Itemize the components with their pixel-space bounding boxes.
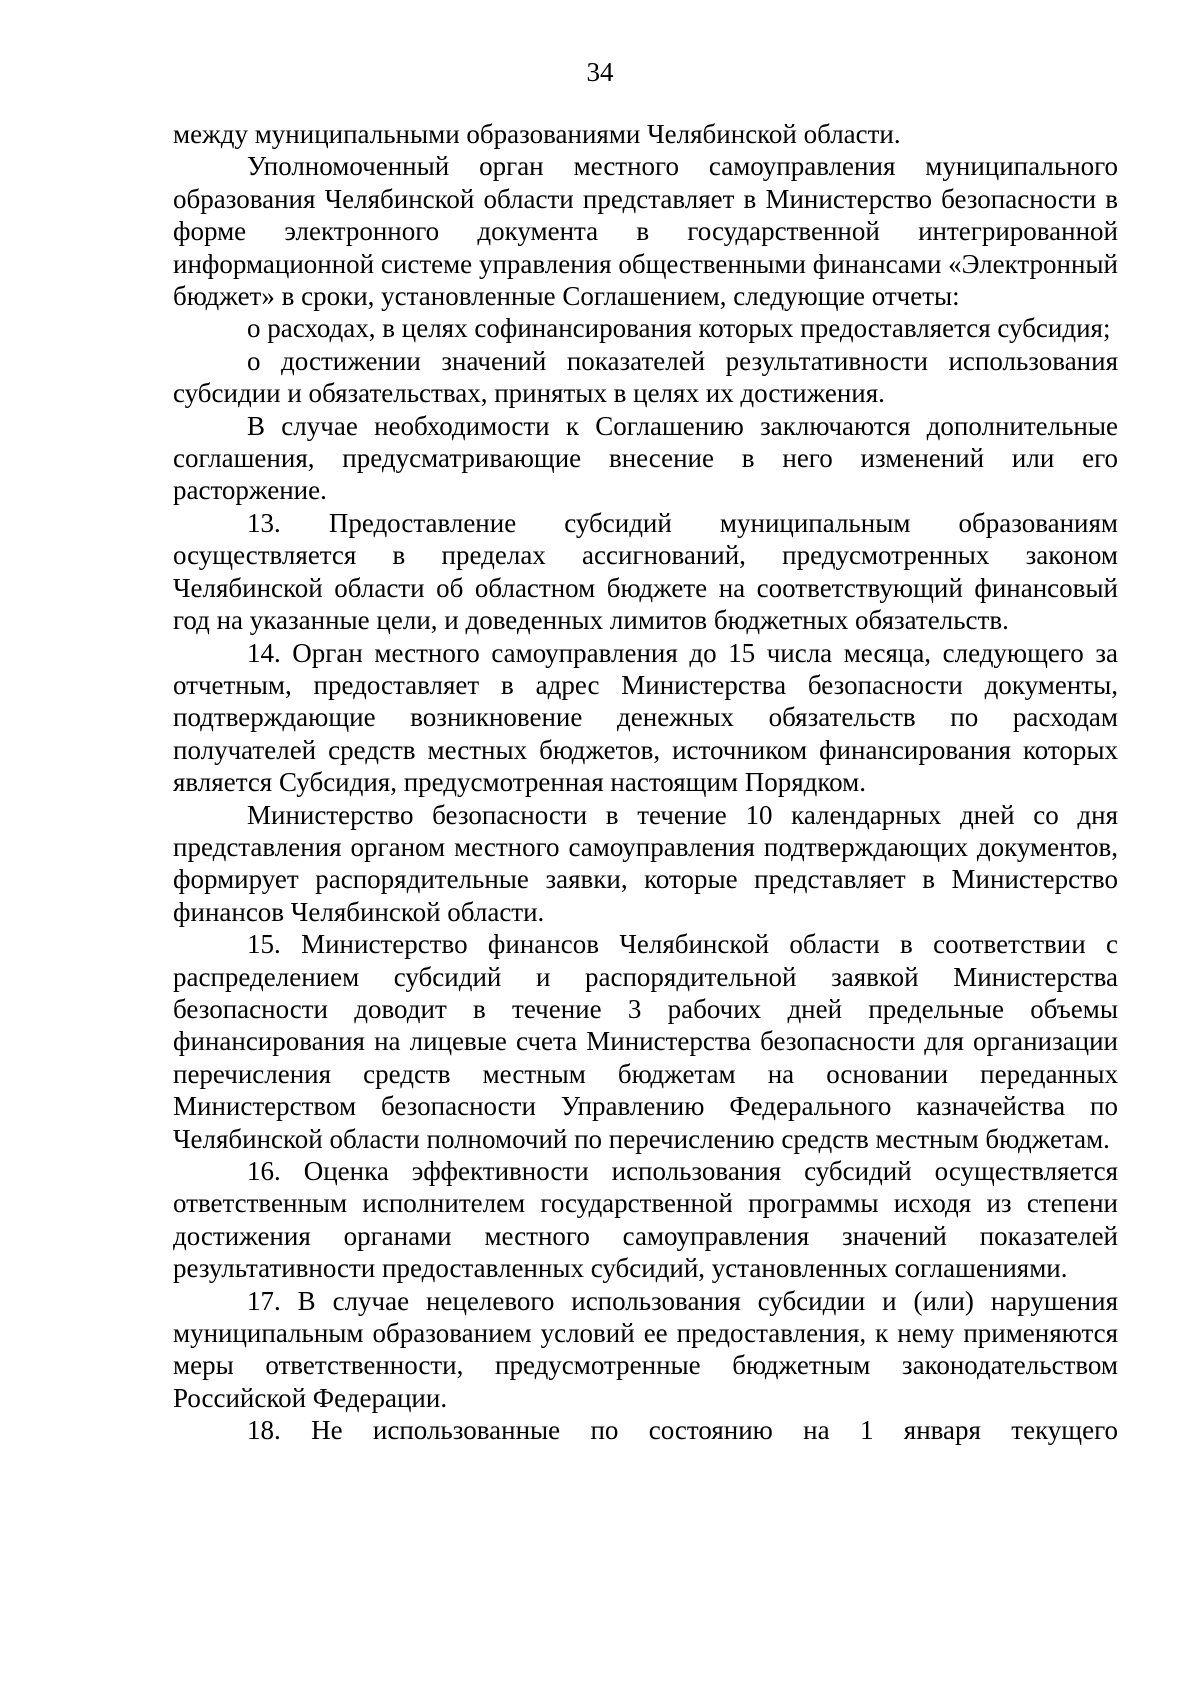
paragraph-item-16: 16. Оценка эффективности использования субсидий осуществляется ответственным исполнителем государственной программы исходя из степени достижения органами местного самоуправления значений показателей результативности предоставленных субсидий, установленных соглашениями. xyxy=(173,1156,1118,1284)
paragraph-item-13: 13. Предоставление субсидий муниципальным образованиям осуществляется в пределах ассигнований, предусмотренных законом Челябинской области об областном бюджете на соответствующий финансовый год на указанные цели, и доведенных лимитов бюджетных обязательств. xyxy=(173,507,1118,636)
paragraph-7: Министерство безопасности в течение 10 календарных дней со дня представления органом местного самоуправления подтверждающих документов, формирует распорядительные заявки, которые представляет в Министерство финансов Челябинской области. xyxy=(173,799,1118,927)
paragraph-1: между муниципальными образованиями Челябинской области. xyxy=(173,119,901,149)
paragraph-3: о расходах, в целях софинансирования которых предоставляется субсидия; xyxy=(247,313,1111,344)
document-body xyxy=(173,118,1118,1447)
page-number: 34 xyxy=(586,57,614,87)
paragraph-5: В случае необходимости к Соглашению заключаются дополнительные соглашения, предусматривающие внесение в него изменений или его расторжение. xyxy=(173,410,1118,506)
paragraph-item-14: 14. Орган местного самоуправления до 15 числа месяца, следующего за отчетным, предоставляет в адрес Министерства безопасности документы, подтверждающие возникновение денежных обязательств по расходам получателей средств местных бюджетов, источником финансирования которых является Субсидия, предусмотренная настоящим Порядком. xyxy=(173,637,1118,798)
paragraph-item-15: 15. Министерство финансов Челябинской области в соответствии с распределением субсидий и распорядительной заявкой Министерства безопасности доводит в течение 3 рабочих дней предельные объемы финансирования на лицевые счета Министерства безопасности для организации перечисления средств местным бюджетам на основании переданных Министерством безопасности Управлению Федерального казначейства по Челябинской области полномочий по перечислению средств местным бюджетам. xyxy=(173,929,1118,1154)
paragraph-item-18: 18. Не использованные по состоянию на 1 января текущего xyxy=(247,1415,1118,1446)
paragraph-4: о достижении значений показателей результативности использования субсидии и обязательствах, принятых в целях их достижения. xyxy=(173,345,1118,409)
paragraph-item-17: 17. В случае нецелевого использования субсидии и (или) нарушения муниципальным образованием условий ее предоставления, к нему применяются меры ответственности, предусмотренные бюджетным законодательством Российской Федерации. xyxy=(173,1285,1118,1413)
paragraph-2: Уполномоченный орган местного самоуправления муниципального образования Челябинской области представляет в Министерство безопасности в форме электронного документа в государственной интегрированной информационной системе управления общественными финансами «Электронный бюджет» в сроки, установленные Соглашением, следующие отчеты: xyxy=(173,151,1118,312)
